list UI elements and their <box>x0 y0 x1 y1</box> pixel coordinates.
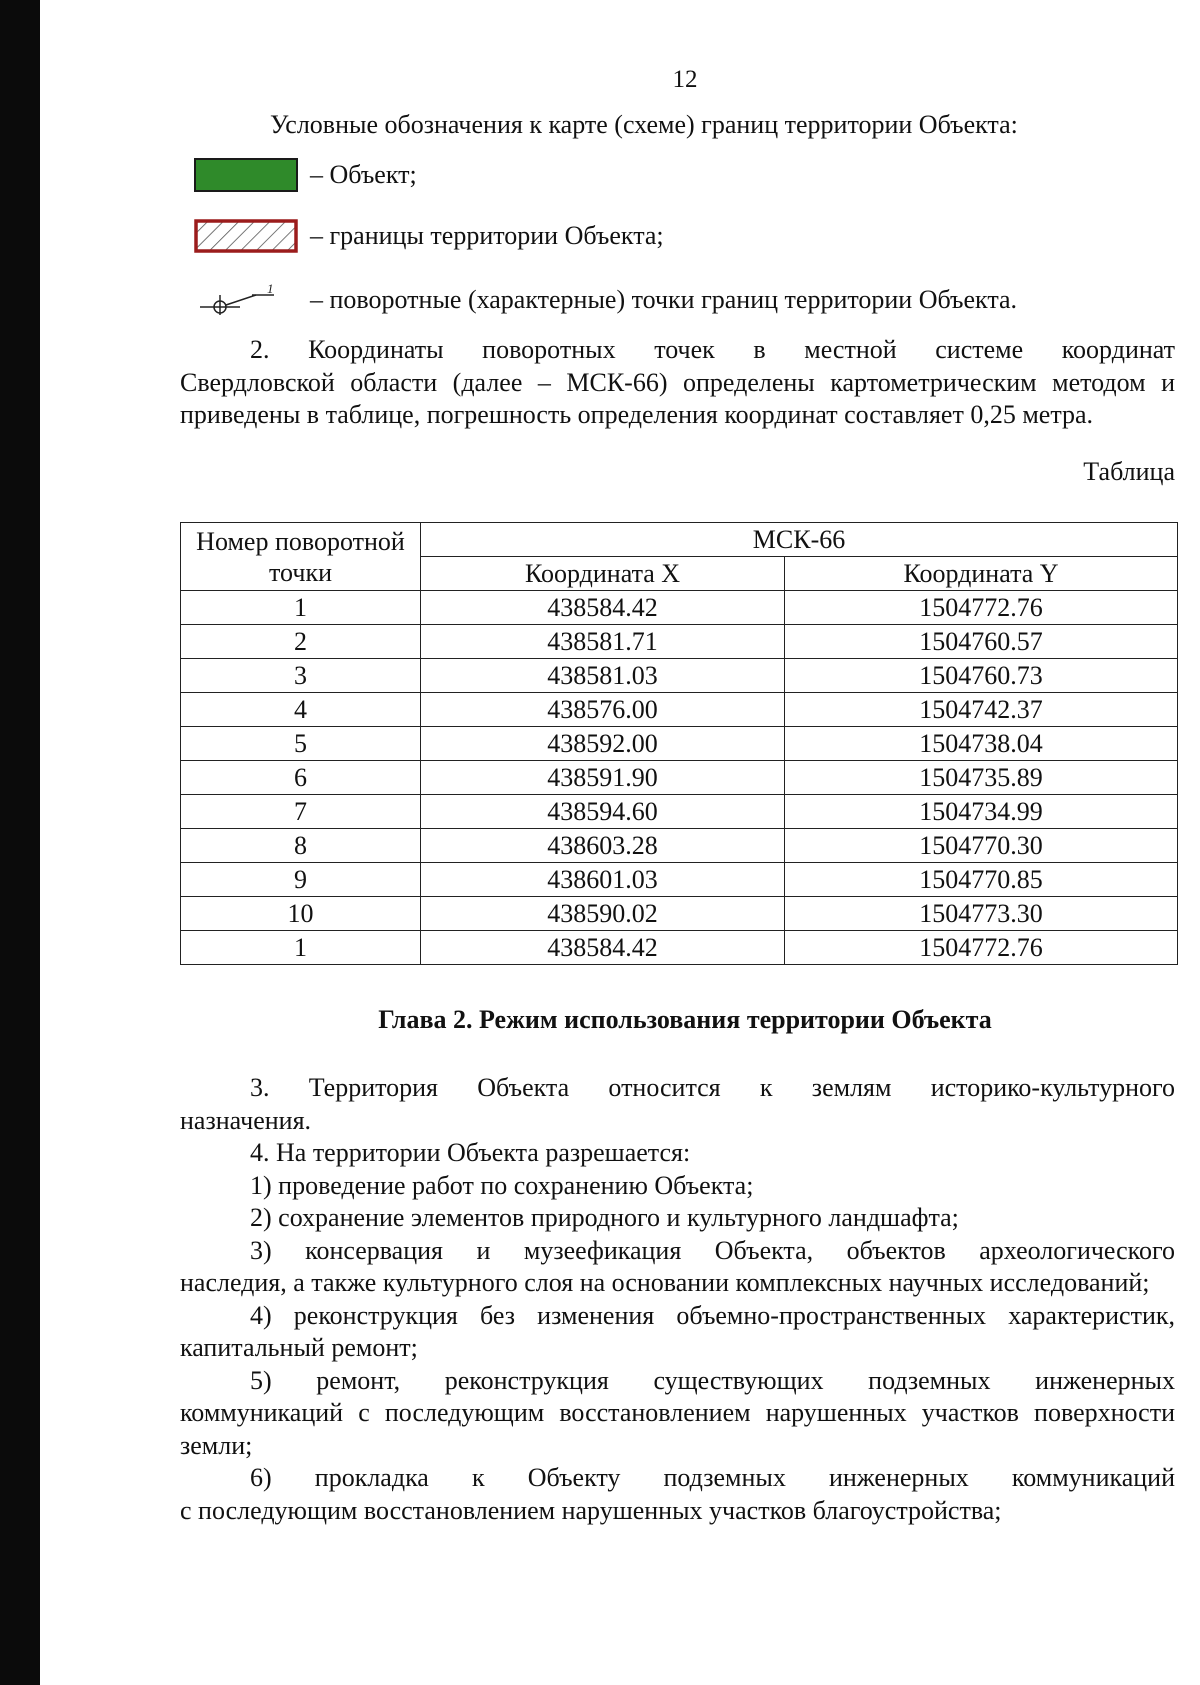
coordinate-x-cell: 438576.00 <box>421 693 785 727</box>
table-row <box>181 795 1178 829</box>
list-item-4: 4) реконструкция без изменения объемно-пространственных характеристик, капитальный ремонт; <box>180 1300 1175 1362</box>
point-number-cell: 8 <box>181 829 421 863</box>
coordinate-y-cell: 1504738.04 <box>785 727 1178 761</box>
legend-item-label: – поворотные (характерные) точки границ территории Объекта. <box>310 285 1018 314</box>
point-number-cell: 5 <box>181 727 421 761</box>
hatched-boundary-icon <box>194 219 298 253</box>
point-number-cell: 10 <box>181 897 421 931</box>
coordinate-x-cell: 438584.42 <box>421 591 785 625</box>
coordinate-x-cell: 438590.02 <box>421 897 785 931</box>
table-row <box>181 863 1178 897</box>
table-row <box>181 829 1178 863</box>
coordinate-x-cell: 438592.00 <box>421 727 785 761</box>
header-point-number: Номер поворотной точки <box>181 523 421 591</box>
list-item-6: 6) прокладка к Объекту подземных инженерных коммуникаций с последующим восстановлением нарушенных участков благоустройства; <box>180 1463 1175 1525</box>
table-row <box>181 931 1178 965</box>
point-number-cell: 2 <box>181 625 421 659</box>
coordinate-x-cell: 438581.71 <box>421 625 785 659</box>
table-row <box>181 693 1178 727</box>
coordinate-y-cell: 1504735.89 <box>785 761 1178 795</box>
coordinate-y-cell: 1504742.37 <box>785 693 1178 727</box>
point-number-cell: 4 <box>181 693 421 727</box>
coordinate-y-cell: 1504770.30 <box>785 829 1178 863</box>
coordinate-y-cell: 1504772.76 <box>785 931 1178 965</box>
coordinate-x-cell: 438584.42 <box>421 931 785 965</box>
header-coordinate-system: МСК-66 <box>421 523 1178 557</box>
legend-item-object <box>194 155 417 195</box>
paragraph-rest: Свердловской области (далее – МСК-66) определены картометрическим методом и приведены в таблице, погрешность определения координат составляет 0,25 метра. <box>180 367 1175 429</box>
coordinate-x-cell: 438594.60 <box>421 795 785 829</box>
object-symbol-icon <box>194 158 298 192</box>
legend-item-boundary <box>194 216 664 256</box>
table-row <box>181 659 1178 693</box>
legend-item-label: – границы территории Объекта; <box>310 221 664 250</box>
coordinate-x-cell: 438603.28 <box>421 829 785 863</box>
table-row <box>181 761 1178 795</box>
table-caption: Таблица <box>1083 457 1175 486</box>
point-number-cell: 7 <box>181 795 421 829</box>
marker-label: 1 <box>267 283 274 296</box>
coordinate-y-cell: 1504760.57 <box>785 625 1178 659</box>
list-item-1: 1) проведение работ по сохранению Объекта; <box>250 1170 754 1200</box>
page-number: 12 <box>672 66 698 93</box>
chapter-title: Глава 2. Режим использования территории Объекта <box>378 1005 992 1034</box>
legend-item-turning-point <box>194 280 1017 320</box>
turning-point-icon <box>194 283 298 317</box>
coordinate-x-cell: 438601.03 <box>421 863 785 897</box>
point-number-cell: 1 <box>181 591 421 625</box>
paragraph-list <box>180 1072 1175 1527</box>
paragraph-3: 3. Территория Объекта относится к землям историко-культурного назначения. <box>180 1073 1175 1135</box>
coordinate-y-cell: 1504770.85 <box>785 863 1178 897</box>
table-body <box>181 591 1178 965</box>
paragraph-first-line: 2. Координаты поворотных точек в местной системе координат <box>250 335 1175 364</box>
point-number-cell: 9 <box>181 863 421 897</box>
coordinates-table <box>180 522 1178 965</box>
list-item-3: 3) консервация и музеефикация Объекта, объектов археологического наследия, а также культурного слоя на основании комплексных научных исследований; <box>180 1235 1175 1297</box>
coordinate-y-cell: 1504760.73 <box>785 659 1178 693</box>
table-row <box>181 897 1178 931</box>
header-coordinate-y: Координата Y <box>785 557 1178 591</box>
point-number-cell: 6 <box>181 761 421 795</box>
coordinate-y-cell: 1504734.99 <box>785 795 1178 829</box>
coordinate-y-cell: 1504772.76 <box>785 591 1178 625</box>
coordinate-x-cell: 438591.90 <box>421 761 785 795</box>
table-row <box>181 625 1178 659</box>
coordinate-x-cell: 438581.03 <box>421 659 785 693</box>
list-item-5: 5) ремонт, реконструкция существующих подземных инженерных коммуникаций с последующим восстановлением нарушенных участков поверхности земли; <box>180 1365 1175 1460</box>
point-number-cell: 1 <box>181 931 421 965</box>
table-row <box>181 727 1178 761</box>
paragraph-2 <box>180 334 1175 432</box>
coordinate-y-cell: 1504773.30 <box>785 897 1178 931</box>
paragraph-4: 4. На территории Объекта разрешается: <box>250 1138 691 1167</box>
legend-item-label: – Объект; <box>310 160 417 189</box>
point-number-cell: 3 <box>181 659 421 693</box>
table-row <box>181 591 1178 625</box>
header-coordinate-x: Координата X <box>421 557 785 591</box>
scan-edge <box>0 0 40 1685</box>
list-item-2: 2) сохранение элементов природного и культурного ландшафта; <box>250 1203 959 1232</box>
legend-title: Условные обозначения к карте (схеме) границ территории Объекта: <box>270 110 1018 139</box>
